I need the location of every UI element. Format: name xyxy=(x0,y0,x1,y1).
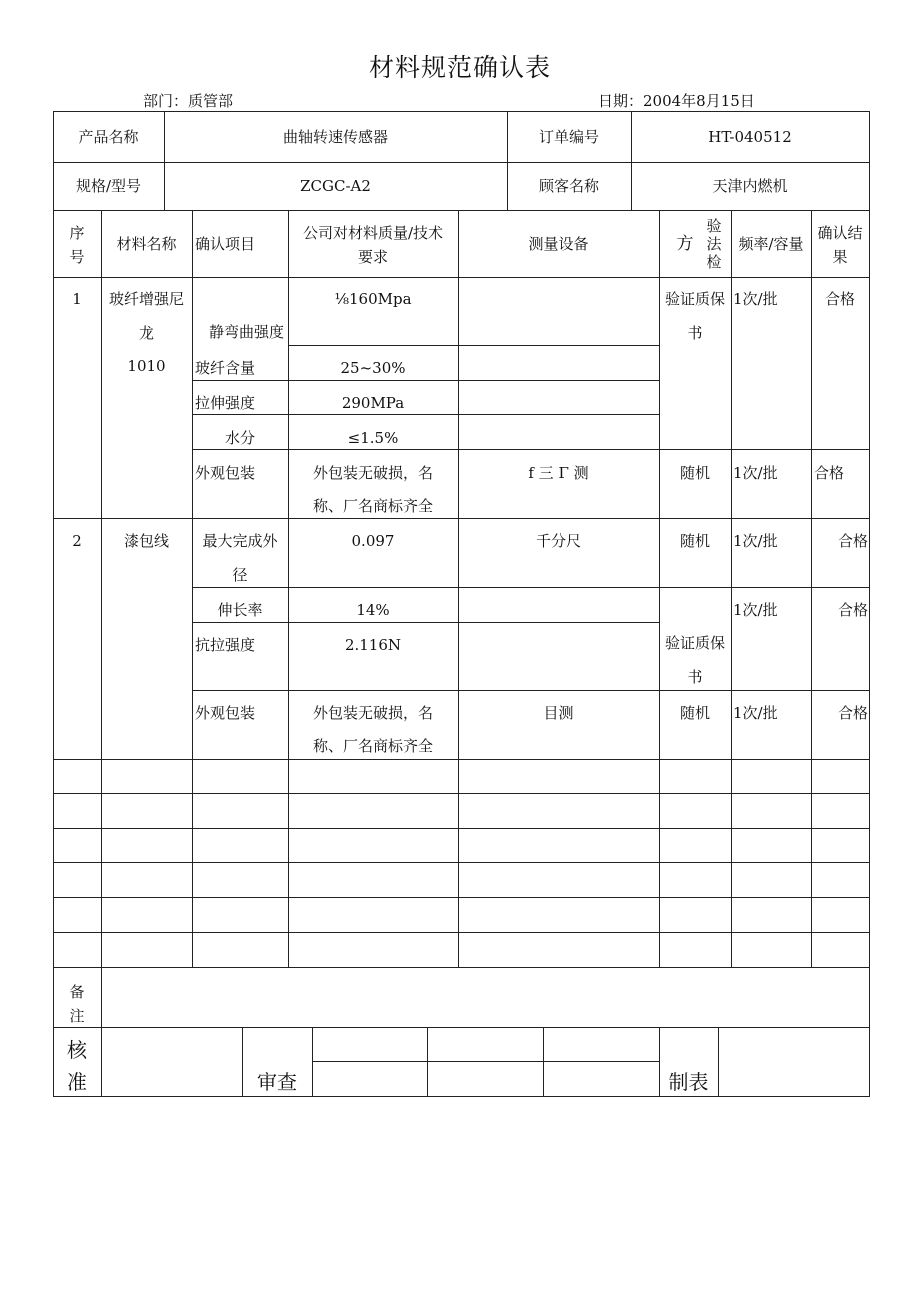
r2-frequency-4: 1次/批 xyxy=(733,704,778,722)
r2-method-23-1: 验证质保 xyxy=(664,634,725,652)
col-req-1: 公司对材料质量/技术 xyxy=(302,224,444,242)
r1-item-3: 拉伸强度 xyxy=(195,394,256,412)
r2-result-23: 合格 xyxy=(837,601,868,619)
table-line xyxy=(427,1027,428,1097)
r2-item-1-1: 最大完成外 xyxy=(202,532,278,550)
r1-method-5: 随机 xyxy=(679,464,710,482)
table-line xyxy=(53,967,870,968)
table-line xyxy=(53,897,870,898)
r1-result: 合格 xyxy=(824,290,855,308)
customer-label: 顾客名称 xyxy=(538,177,599,195)
col-method-a: 方 xyxy=(676,234,694,254)
table-line xyxy=(53,862,870,863)
table-line xyxy=(53,111,870,112)
r1-item-1: 静弯曲强度 xyxy=(208,323,284,341)
r1-seq: 1 xyxy=(72,290,82,308)
table-line xyxy=(192,587,870,588)
table-line xyxy=(53,162,870,163)
table-line xyxy=(288,345,659,346)
remarks-label-1: 备 xyxy=(69,983,85,1001)
table-line xyxy=(101,1027,102,1097)
review-label: 审查 xyxy=(257,1070,297,1094)
r2-req-4-2: 称、厂名商标齐全 xyxy=(312,737,433,755)
table-line xyxy=(101,967,102,1027)
table-line xyxy=(53,1096,870,1097)
r1-req-2: 25~30% xyxy=(340,359,406,377)
table-line xyxy=(811,210,812,967)
table-line xyxy=(731,210,732,967)
table-line xyxy=(53,793,870,794)
department: 部门：质管部 xyxy=(143,92,234,110)
r2-result-1: 合格 xyxy=(837,532,868,550)
col-method-b2: 法 xyxy=(706,235,722,253)
r1-req-1: ⅛160Mpa xyxy=(334,290,412,308)
r1-result-5: 合格 xyxy=(814,464,845,482)
r2-req-4-1: 外包装无破损，名 xyxy=(312,704,433,722)
col-req-2: 要求 xyxy=(357,248,388,266)
r2-method-4: 随机 xyxy=(679,704,710,722)
table-line xyxy=(288,210,289,967)
r2-material: 漆包线 xyxy=(123,532,169,550)
r2-frequency-23: 1次/批 xyxy=(733,601,778,619)
col-frequency: 频率/容量 xyxy=(738,235,804,253)
r1-req-3: 290MPa xyxy=(341,394,405,412)
r1-material-2: 龙 xyxy=(138,324,154,342)
spec-value: ZCGC-A2 xyxy=(300,177,371,195)
table-line xyxy=(53,210,870,211)
r2-seq: 2 xyxy=(72,532,82,550)
table-line xyxy=(53,828,870,829)
table-line xyxy=(543,1027,544,1097)
r2-method-23-2: 书 xyxy=(687,668,703,686)
table-line xyxy=(312,1027,313,1097)
r1-req-4: ≤1.5% xyxy=(347,429,399,447)
r2-equipment-4: 目测 xyxy=(543,704,574,722)
col-result-2: 果 xyxy=(832,248,848,266)
spec-label: 规格/型号 xyxy=(75,177,142,195)
table-line xyxy=(53,518,870,519)
r1-item-2: 玻纤含量 xyxy=(195,359,256,377)
col-result-1: 确认结 xyxy=(817,224,863,242)
table-line xyxy=(192,690,870,691)
r1-method-1: 验证质保 xyxy=(664,290,725,308)
r2-item-4: 外观包装 xyxy=(195,704,256,722)
col-seq-2: 号 xyxy=(69,248,85,266)
r2-item-3: 抗拉强度 xyxy=(195,636,256,654)
r1-material-1: 玻纤增强尼 xyxy=(108,290,184,308)
col-method-b3: 检 xyxy=(706,253,722,271)
order-label: 订单编号 xyxy=(538,128,599,146)
r2-req-3: 2.116N xyxy=(344,636,402,654)
col-item: 确认项目 xyxy=(195,235,256,253)
r2-method-1: 随机 xyxy=(679,532,710,550)
r2-result-4: 合格 xyxy=(837,704,868,722)
table-line xyxy=(458,210,459,967)
r1-req-5-2: 称、厂名商标齐全 xyxy=(312,497,433,515)
r2-req-2: 14% xyxy=(356,601,390,619)
table-line xyxy=(53,932,870,933)
approve-label-2: 准 xyxy=(67,1070,87,1094)
r1-equipment-5: f 三 Γ 测 xyxy=(528,464,589,482)
r2-item-1-2: 径 xyxy=(232,566,248,584)
table-line xyxy=(53,1027,870,1028)
table-line xyxy=(312,1061,659,1062)
r2-item-2: 伸长率 xyxy=(217,601,263,619)
col-material: 材料名称 xyxy=(116,235,177,253)
r1-frequency-5: 1次/批 xyxy=(733,464,778,482)
remarks-label-2: 注 xyxy=(69,1007,85,1025)
r1-frequency: 1次/批 xyxy=(733,290,778,308)
r1-material-3: 1010 xyxy=(127,357,166,375)
r1-method-2: 书 xyxy=(687,324,703,342)
col-seq-1: 序 xyxy=(69,224,85,242)
table-line xyxy=(53,759,870,760)
col-equipment: 测量设备 xyxy=(528,235,589,253)
order-value: HT-040512 xyxy=(708,128,792,146)
date: 日期：2004年8月15日 xyxy=(598,92,755,110)
r1-item-5: 外观包装 xyxy=(195,464,256,482)
customer-value: 天津内燃机 xyxy=(712,177,788,195)
table-line xyxy=(53,277,870,278)
r2-equipment-1: 千分尺 xyxy=(535,532,581,550)
table-line xyxy=(869,111,870,1097)
r2-frequency-1: 1次/批 xyxy=(733,532,778,550)
page-title: 材料规范确认表 xyxy=(368,53,551,82)
product-value: 曲轴转速传感器 xyxy=(282,128,388,146)
r1-req-5-1: 外包装无破损，名 xyxy=(312,464,433,482)
approve-label-1: 核 xyxy=(67,1038,87,1062)
product-label: 产品名称 xyxy=(78,128,139,146)
r1-item-4: 水分 xyxy=(224,429,255,447)
prepare-label: 制表 xyxy=(668,1070,709,1094)
col-method-b1: 验 xyxy=(706,217,722,235)
table-line xyxy=(718,1027,719,1097)
r2-req-1: 0.097 xyxy=(351,532,395,550)
